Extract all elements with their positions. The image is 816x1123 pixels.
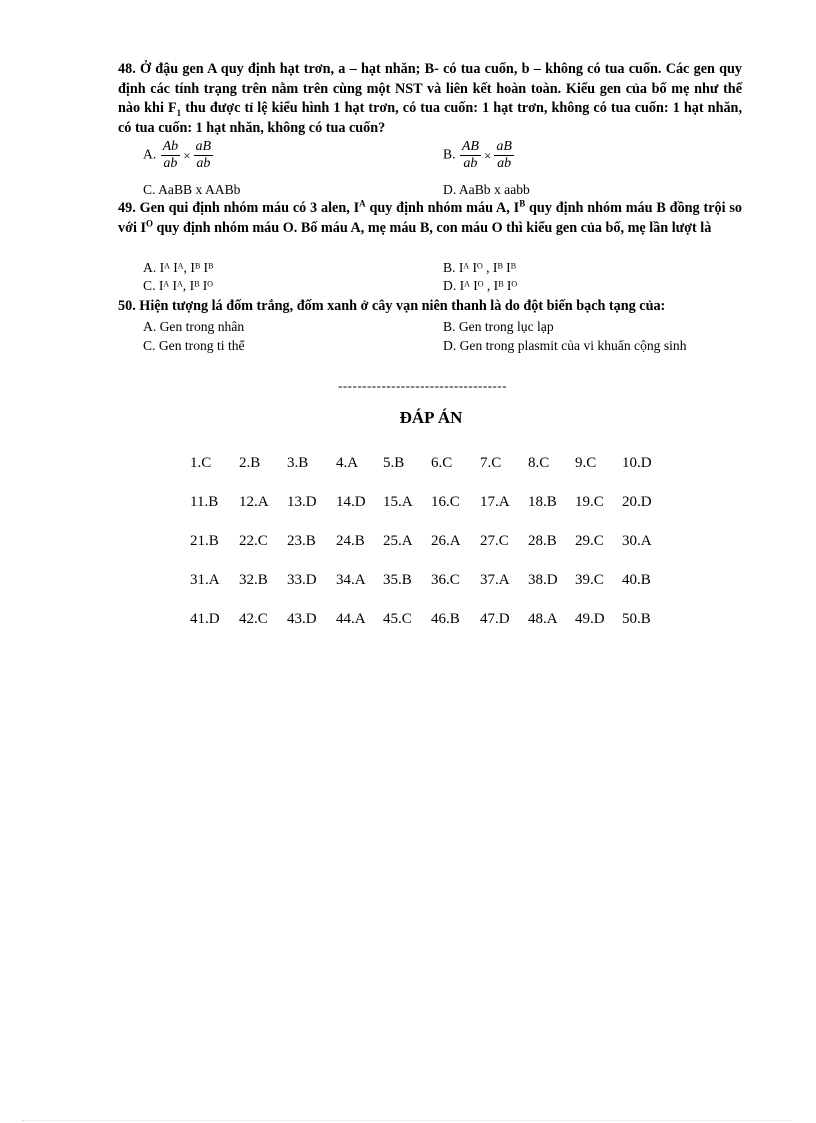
question-50 [118,297,742,317]
answer-cell: 38.D [528,572,558,588]
answer-key-title: ĐÁP ÁN [399,408,463,427]
q50-option-c: C. Gen trong ti thể [143,338,245,353]
q50-option-a: A. Gen trong nhân [143,319,245,334]
answer-cell: 36.C [431,572,460,588]
q48-option-b-fraction-1: $\frac{AB}{ab}$ [461,139,479,171]
q48-option-c: C. AaBB x AABb [143,182,241,197]
answer-cell: 5.B [383,455,405,471]
answer-cell: 6.C [431,455,453,471]
q49-text-2: quy định nhóm máu A, I [365,200,520,216]
question-50-stem: 50. Hiện tượng lá đốm trắng, đốm xanh ở cây vạn niên thanh là do đột biến bạch tạng của: [118,298,666,314]
answer-cell: 18.B [528,494,557,510]
answer-cell: 15.A [383,494,413,510]
answer-cell: 30.A [622,533,652,549]
q48-option-b-fraction-2: $\frac{aB}{ab}$ [496,139,512,171]
answer-cell: 28.B [528,533,557,549]
q48-option-b [443,139,515,172]
answer-row [190,569,670,591]
q48-stem-text: 48. Ở đậu gen A quy định hạt trơn, a – hạt nhăn; B- có tua cuốn, b – không có tua cuốn. Các gen quy định các tính trạng trên nằm trên cùng một NST và liên kết hoàn toàn. Kiểu gen của bố mẹ như thế nào khi [118,61,742,116]
q48-f1: F [168,100,177,116]
q49-text-1: 49. Gen qui định nhóm máu có 3 alen, I [118,200,360,216]
answer-cell: 21.B [190,533,219,549]
answer-cell: 2.B [239,455,261,471]
q49-sup-b: B [519,198,526,209]
answer-cell: 25.A [383,533,413,549]
question-49-stem [118,199,742,238]
q49-option-c: C. Iᴬ Iᴬ, Iᴮ Iᴼ [143,278,213,293]
answer-cell: 31.A [190,572,220,588]
answer-cell: 45.C [383,611,412,627]
answer-cell: 48.A [528,611,558,627]
answer-cell: 8.C [528,455,550,471]
answer-row [190,608,670,630]
answer-cell: 29.C [575,533,604,549]
q48-option-a [143,139,214,172]
times-sign: × [183,148,191,163]
q48-stem-end: thu được tỉ lệ kiểu hình 1 hạt trơn, có tua cuốn: 1 hạt trơn, không có tua cuốn: 1 hạt nhăn, có tua cuốn: 1 hạt nhăn, không có tua cuốn? [118,100,742,136]
answer-cell: 22.C [239,533,268,549]
answer-cell: 47.D [480,611,510,627]
q49-sup-o: O [145,217,153,228]
answer-cell: 20.D [622,494,652,510]
answer-cell: 35.B [383,572,412,588]
answer-cell: 44.A [336,611,366,627]
answer-cell: 10.D [622,455,652,471]
q49-text-4: quy định nhóm máu O. Bố máu A, mẹ máu B, con máu O thì kiểu gen của bố, mẹ lần lượt là [152,219,712,236]
q48-option-a-fraction-2: $\frac{aB}{ab}$ [195,139,212,171]
answer-row [190,530,670,552]
answer-cell: 24.B [336,533,365,549]
answer-cell: 23.B [287,533,316,549]
answer-cell: 37.A [480,572,510,588]
q48-option-b-label: B. [443,146,456,162]
answer-cell: 32.B [239,572,268,588]
answer-cell: 39.C [575,572,604,588]
section-separator: ----------------------------------- [338,378,508,393]
answer-cell: 26.A [431,533,461,549]
answer-cell: 3.B [287,455,309,471]
answer-cell: 41.D [190,611,220,627]
q49-option-a: A. Iᴬ Iᴬ, Iᴮ Iᴮ [143,260,214,275]
answer-cell: 12.A [239,494,269,510]
answer-row [190,452,670,474]
answer-cell: 14.D [336,494,366,510]
times-sign: × [483,148,492,163]
page-bottom-border [22,1120,794,1121]
answer-cell: 13.D [287,494,317,510]
answer-cell: 16.C [431,494,460,510]
answer-cell: 19.C [575,494,604,510]
q50-option-b: B. Gen trong lục lạp [443,319,554,334]
q49-text-3: quy định nhóm máu B đồng trội so với I [118,200,743,236]
answer-cell: 4.A [336,455,359,471]
answer-cell: 7.C [480,455,502,471]
q48-option-a-label: A. [143,146,157,162]
answer-cell: 34.A [336,572,366,588]
answer-cell: 9.C [575,455,597,471]
q49-sup-a: A [359,198,366,209]
answer-cell: 46.B [431,611,460,627]
answer-cell: 11.B [190,494,219,510]
answer-row [190,491,670,513]
q49-option-d: D. Iᴬ Iᴼ , Iᴮ Iᴼ [443,278,518,293]
question-48-stem [118,60,742,138]
answer-cell: 17.A [480,494,510,510]
q49-option-b: B. Iᴬ Iᴼ , Iᴮ Iᴮ [443,260,516,275]
question-49 [118,199,742,238]
q50-option-d: D. Gen trong plasmit của vi khuẩn cộng sinh [443,338,687,353]
question-48 [118,60,742,138]
q48-f1-sub: 1 [176,107,182,118]
answer-cell: 1.C [190,455,212,471]
answer-cell: 42.C [239,611,268,627]
q48-option-d: D. AaBb x aabb [443,182,530,197]
answer-cell: 49.D [575,611,605,627]
answer-cell: 27.C [480,533,509,549]
answer-cell: 50.B [622,611,651,627]
answer-cell: 33.D [287,572,317,588]
answer-cell: 40.B [622,572,651,588]
q48-option-a-fraction-1: $\frac{Ab}{ab}$ [162,139,179,171]
answer-cell: 43.D [287,611,317,627]
